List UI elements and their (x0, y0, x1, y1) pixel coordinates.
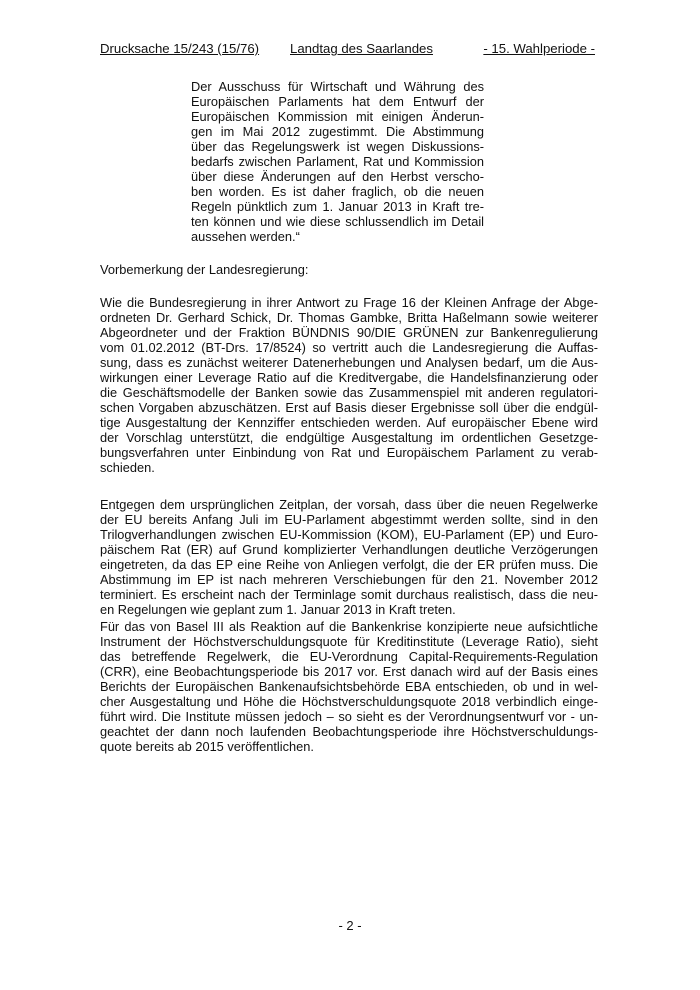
paragraph-1 (100, 295, 598, 475)
text-line: tige Ausgestaltung der Kennziffer entschieden werden. Auf europäischer Ebene wird (100, 415, 598, 430)
text-line: Abgeordneter und der Fraktion BÜNDNIS 90/DIE GRÜNEN zur Bankenregulierung (100, 325, 598, 340)
text-line: en Regelungen wie geplant zum 1. Januar 2013 in Kraft treten. (100, 602, 456, 617)
text-line: Entgegen dem ursprünglichen Zeitplan, der vorsah, dass über die neuen Regelwerke (100, 497, 598, 512)
page-number: - 2 - (338, 918, 362, 933)
text-line: quote bereits ab 2015 veröffentlichen. (100, 739, 314, 754)
text-line: führt wird. Die Institute müssen jedoch – so sieht es der Verordnungsentwurf vor - un- (100, 709, 598, 724)
text-line: ten können und wie diese schlussendlich im Detail (191, 214, 484, 229)
text-line: Abstimmung im EP ist nach mehreren Verschiebungen für den 21. November 2012 (100, 572, 598, 587)
text-line: Wie die Bundesregierung in ihrer Antwort zu Frage 16 der Kleinen Anfrage der Abge- (100, 295, 598, 310)
text-line: ben worden. Es ist daher fraglich, ob die neuen (191, 184, 484, 199)
text-line: cher Ausgestaltung und Höhe die Höchstverschuldungsquote 2018 verbindlich einge- (100, 694, 598, 709)
text-line: über diese Änderungen auf den Herbst verscho- (191, 169, 484, 184)
parliament-name: Landtag des Saarlandes (290, 41, 433, 56)
text-line: Europäischen Kommission mit einigen Änderun- (191, 109, 484, 124)
document-number: Drucksache 15/243 (15/76) (100, 41, 260, 56)
text-line: Trilogverhandlungen zwischen EU-Kommission (KOM), EU-Parlament (EP) und Euro- (100, 527, 598, 542)
text-line: (CRR), eine Beobachtungsperiode bis 2017 vor. Erst danach wird auf der Basis eines (100, 664, 598, 679)
text-line: Europäischen Parlaments hat dem Entwurf der (191, 94, 484, 109)
text-line: über das Regelungswerk ist wegen Diskussions- (191, 139, 484, 154)
quoted-passage (191, 79, 484, 244)
text-line: eingetreten, da das EP eine Reihe von Anliegen verfolgt, die der ER prüfen muss. Die (100, 557, 598, 572)
text-line: schen Vorgaben abzuschätzen. Erst auf Basis dieser Ergebnisse soll über die endgül- (100, 400, 598, 415)
text-line: wirkungen einer Leverage Ratio auf die Kreditvergabe, die Handelsfinanzierung oder (100, 370, 598, 385)
text-line: sung, dass es zunächst weiterer Datenerhebungen und Analysen bedarf, um die Aus- (100, 355, 598, 370)
text-line: Für das von Basel III als Reaktion auf die Bankenkrise konzipierte neue aufsichtliche (100, 619, 598, 634)
text-line: das betreffende Regelwerk, die EU-Verordnung Capital-Requirements-Regulation (100, 649, 598, 664)
text-line: der EU bereits Anfang Juli im EU-Parlament abgestimmt werden sollte, sind in den (100, 512, 598, 527)
text-line: aussehen werden.“ (191, 229, 300, 244)
text-line: schieden. (100, 460, 155, 475)
text-line: bungsverfahren unter Einbindung von Rat und Europäischem Parlament zu verab- (100, 445, 598, 460)
text-line: vom 01.02.2012 (BT-Drs. 17/8524) so vertritt auch die Landesregierung die Auffas- (100, 340, 598, 355)
text-line: bedarfs zwischen Parlament, Rat und Kommission (191, 154, 484, 169)
text-line: ordneten Dr. Gerhard Schick, Dr. Thomas Gambke, Britta Haßelmann sowie weiterer (100, 310, 598, 325)
text-line: die Geschäftsmodelle der Banken sowie das Zusammenspiel mit anderen regulatori- (100, 385, 598, 400)
preliminary-remark-heading: Vorbemerkung der Landesregierung: (100, 262, 309, 277)
text-line: Berichts der Europäischen Bankenaufsichtsbehörde EBA entschieden, ob und in wel- (100, 679, 598, 694)
paragraph-3 (100, 619, 598, 754)
text-line: päischem Rat (ER) auf Grund komplizierter Verhandlungen deutliche Verzögerungen (100, 542, 598, 557)
legislative-period: - 15. Wahlperiode - (483, 41, 595, 56)
text-line: geachtet der dann noch laufenden Beobachtungsperiode ihre Höchstverschuldungs- (100, 724, 598, 739)
text-line: Instrument der Höchstverschuldungsquote für Kreditinstitute (Leverage Ratio), sieht (100, 634, 598, 649)
paragraph-2 (100, 497, 598, 617)
text-line: terminiert. Es erscheint nach der Terminlage somit durchaus realistisch, dass die neu- (100, 587, 598, 602)
text-line: der Vorschlag unterstützt, die endgültige Ausgestaltung im ordentlichen Gesetzge- (100, 430, 598, 445)
text-line: Der Ausschuss für Wirtschaft und Währung des (191, 79, 484, 94)
text-line: gen im Mai 2012 zugestimmt. Die Abstimmung (191, 124, 484, 139)
text-line: Regeln pünktlich zum 1. Januar 2013 in Kraft tre- (191, 199, 484, 214)
